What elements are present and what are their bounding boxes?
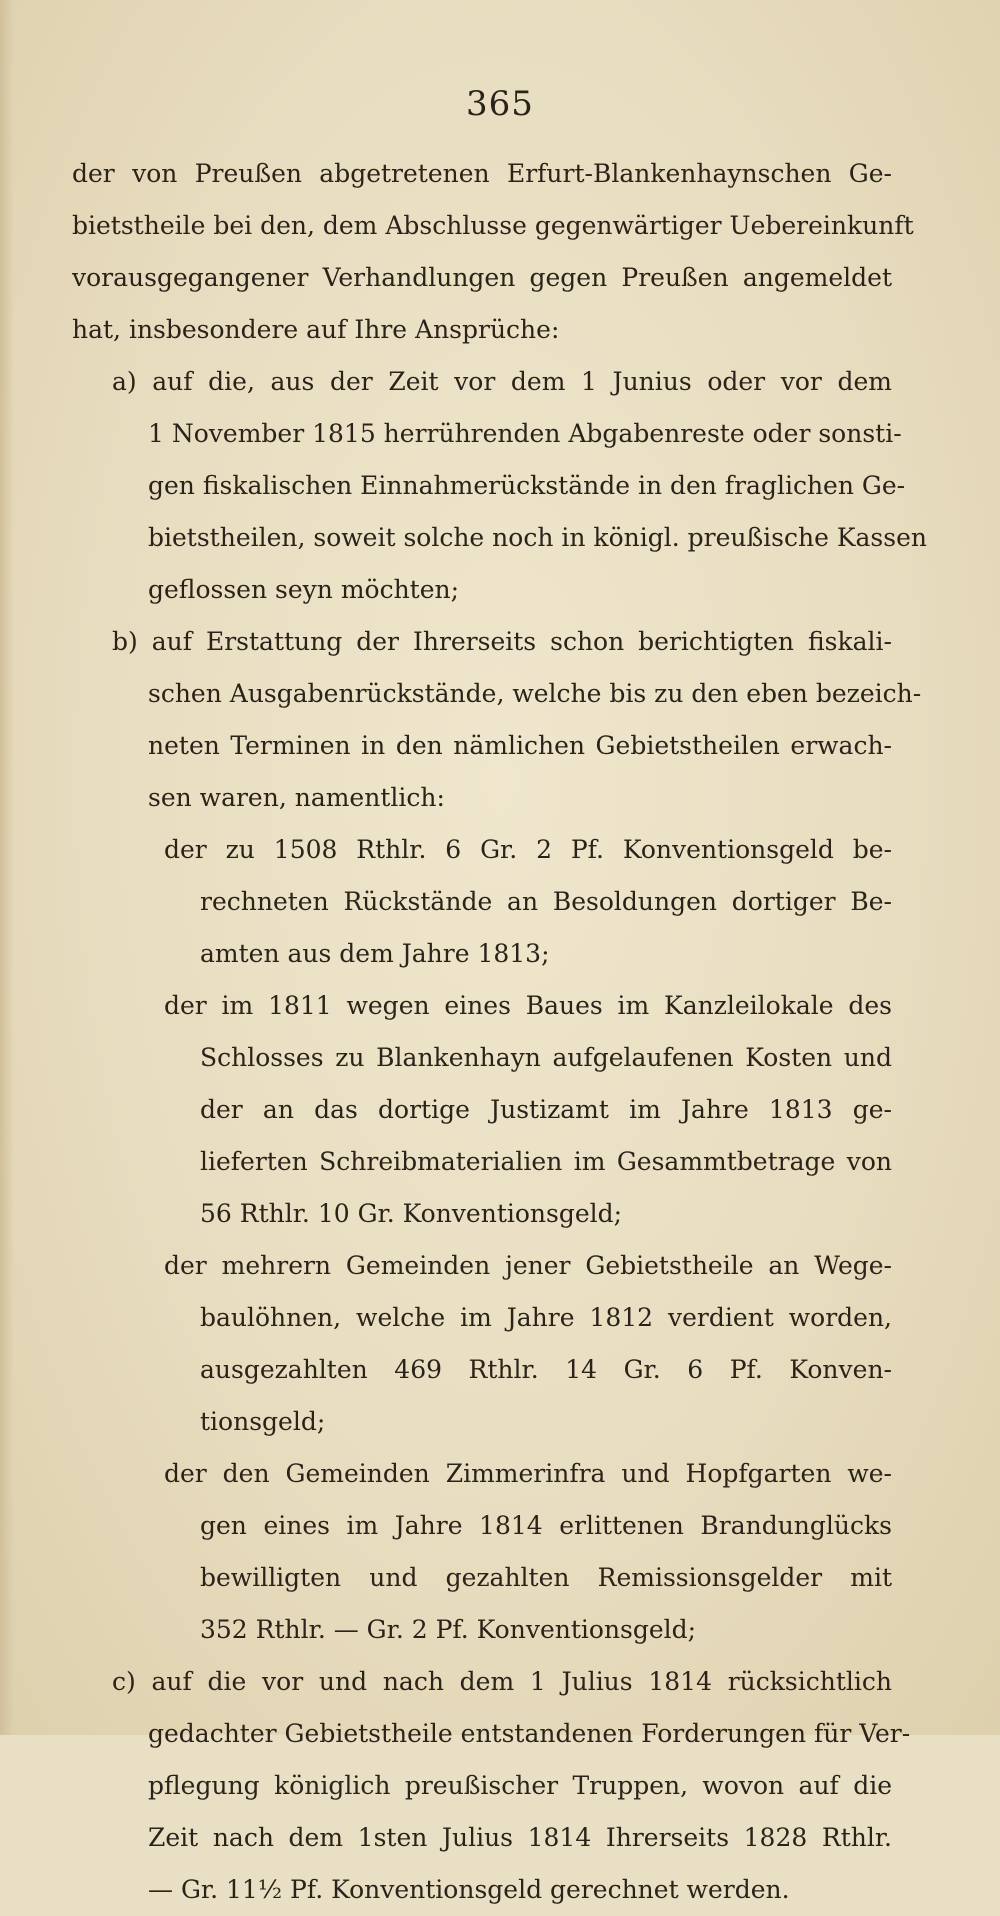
text-line: lieferten Schreibmaterialien im Gesammtbetrage von	[200, 1147, 892, 1176]
text-line: gen fiskalischen Einnahmerückstände in den fraglichen Ge-	[148, 471, 906, 500]
text-line: Schlosses zu Blankenhayn aufgelaufenen Kosten und	[200, 1043, 892, 1072]
text-line: 1 November 1815 herrührenden Abgabenreste oder sonsti-	[148, 419, 902, 448]
text-line: Zeit nach dem 1sten Julius 1814 Ihrerseits 1828 Rthlr.	[148, 1823, 892, 1852]
text-line: schen Ausgabenrückstände, welche bis zu den eben bezeich-	[148, 679, 922, 708]
text-line: bietstheile bei den, dem Abschlusse gegenwärtiger Uebereinkunft	[72, 211, 914, 240]
text-line: 352 Rthlr. — Gr. 2 Pf. Konventionsgeld;	[200, 1615, 697, 1644]
text-line: vorausgegangener Verhandlungen gegen Preußen angemeldet	[72, 263, 892, 292]
text-line: b) auf Erstattung der Ihrerseits schon berichtigten fiskali-	[112, 627, 892, 656]
body-text	[72, 148, 927, 1916]
text-line: der mehrern Gemeinden jener Gebietstheile an Wege-	[164, 1251, 892, 1280]
text-line: gedachter Gebietstheile entstandenen Forderungen für Ver-	[148, 1719, 911, 1748]
text-line: der zu 1508 Rthlr. 6 Gr. 2 Pf. Konventionsgeld be-	[164, 835, 892, 864]
text-line: amten aus dem Jahre 1813;	[200, 939, 550, 968]
text-line: a) auf die, aus der Zeit vor dem 1 Junius oder vor dem	[112, 367, 892, 396]
text-line: der an das dortige Justizamt im Jahre 1813 ge-	[200, 1095, 892, 1124]
page-edge-shadow	[0, 0, 14, 1735]
text-line: c) auf die vor und nach dem 1 Julius 1814 rücksichtlich	[112, 1667, 892, 1696]
text-line: ausgezahlten 469 Rthlr. 14 Gr. 6 Pf. Konven-	[200, 1355, 892, 1384]
text-line: hat, insbesondere auf Ihre Ansprüche:	[72, 315, 560, 344]
text-line: 56 Rthlr. 10 Gr. Konventionsgeld;	[200, 1199, 623, 1228]
page-number: 365	[466, 84, 534, 124]
text-line: sen waren, namentlich:	[148, 783, 445, 812]
text-line: der den Gemeinden Zimmerinfra und Hopfgarten we-	[164, 1459, 892, 1488]
text-line: pflegung königlich preußischer Truppen, wovon auf die	[148, 1771, 892, 1800]
text-line: tionsgeld;	[200, 1407, 326, 1436]
text-line: der von Preußen abgetretenen Erfurt-Blankenhaynschen Ge-	[72, 159, 892, 188]
text-line: bietstheilen, soweit solche noch in königl. preußische Kassen	[148, 523, 927, 552]
text-line: gen eines im Jahre 1814 erlittenen Brandunglücks	[200, 1511, 892, 1540]
text-line: baulöhnen, welche im Jahre 1812 verdient worden,	[200, 1303, 892, 1332]
text-line: bewilligten und gezahlten Remissionsgelder mit	[200, 1563, 892, 1592]
text-line: der im 1811 wegen eines Baues im Kanzleilokale des	[164, 991, 892, 1020]
text-line: — Gr. 11½ Pf. Konventionsgeld gerechnet werden.	[148, 1875, 790, 1904]
text-line: rechneten Rückstände an Besoldungen dortiger Be-	[200, 887, 892, 916]
text-line: geflossen seyn möchten;	[148, 575, 460, 604]
text-line: neten Terminen in den nämlichen Gebietstheilen erwach-	[148, 731, 892, 760]
